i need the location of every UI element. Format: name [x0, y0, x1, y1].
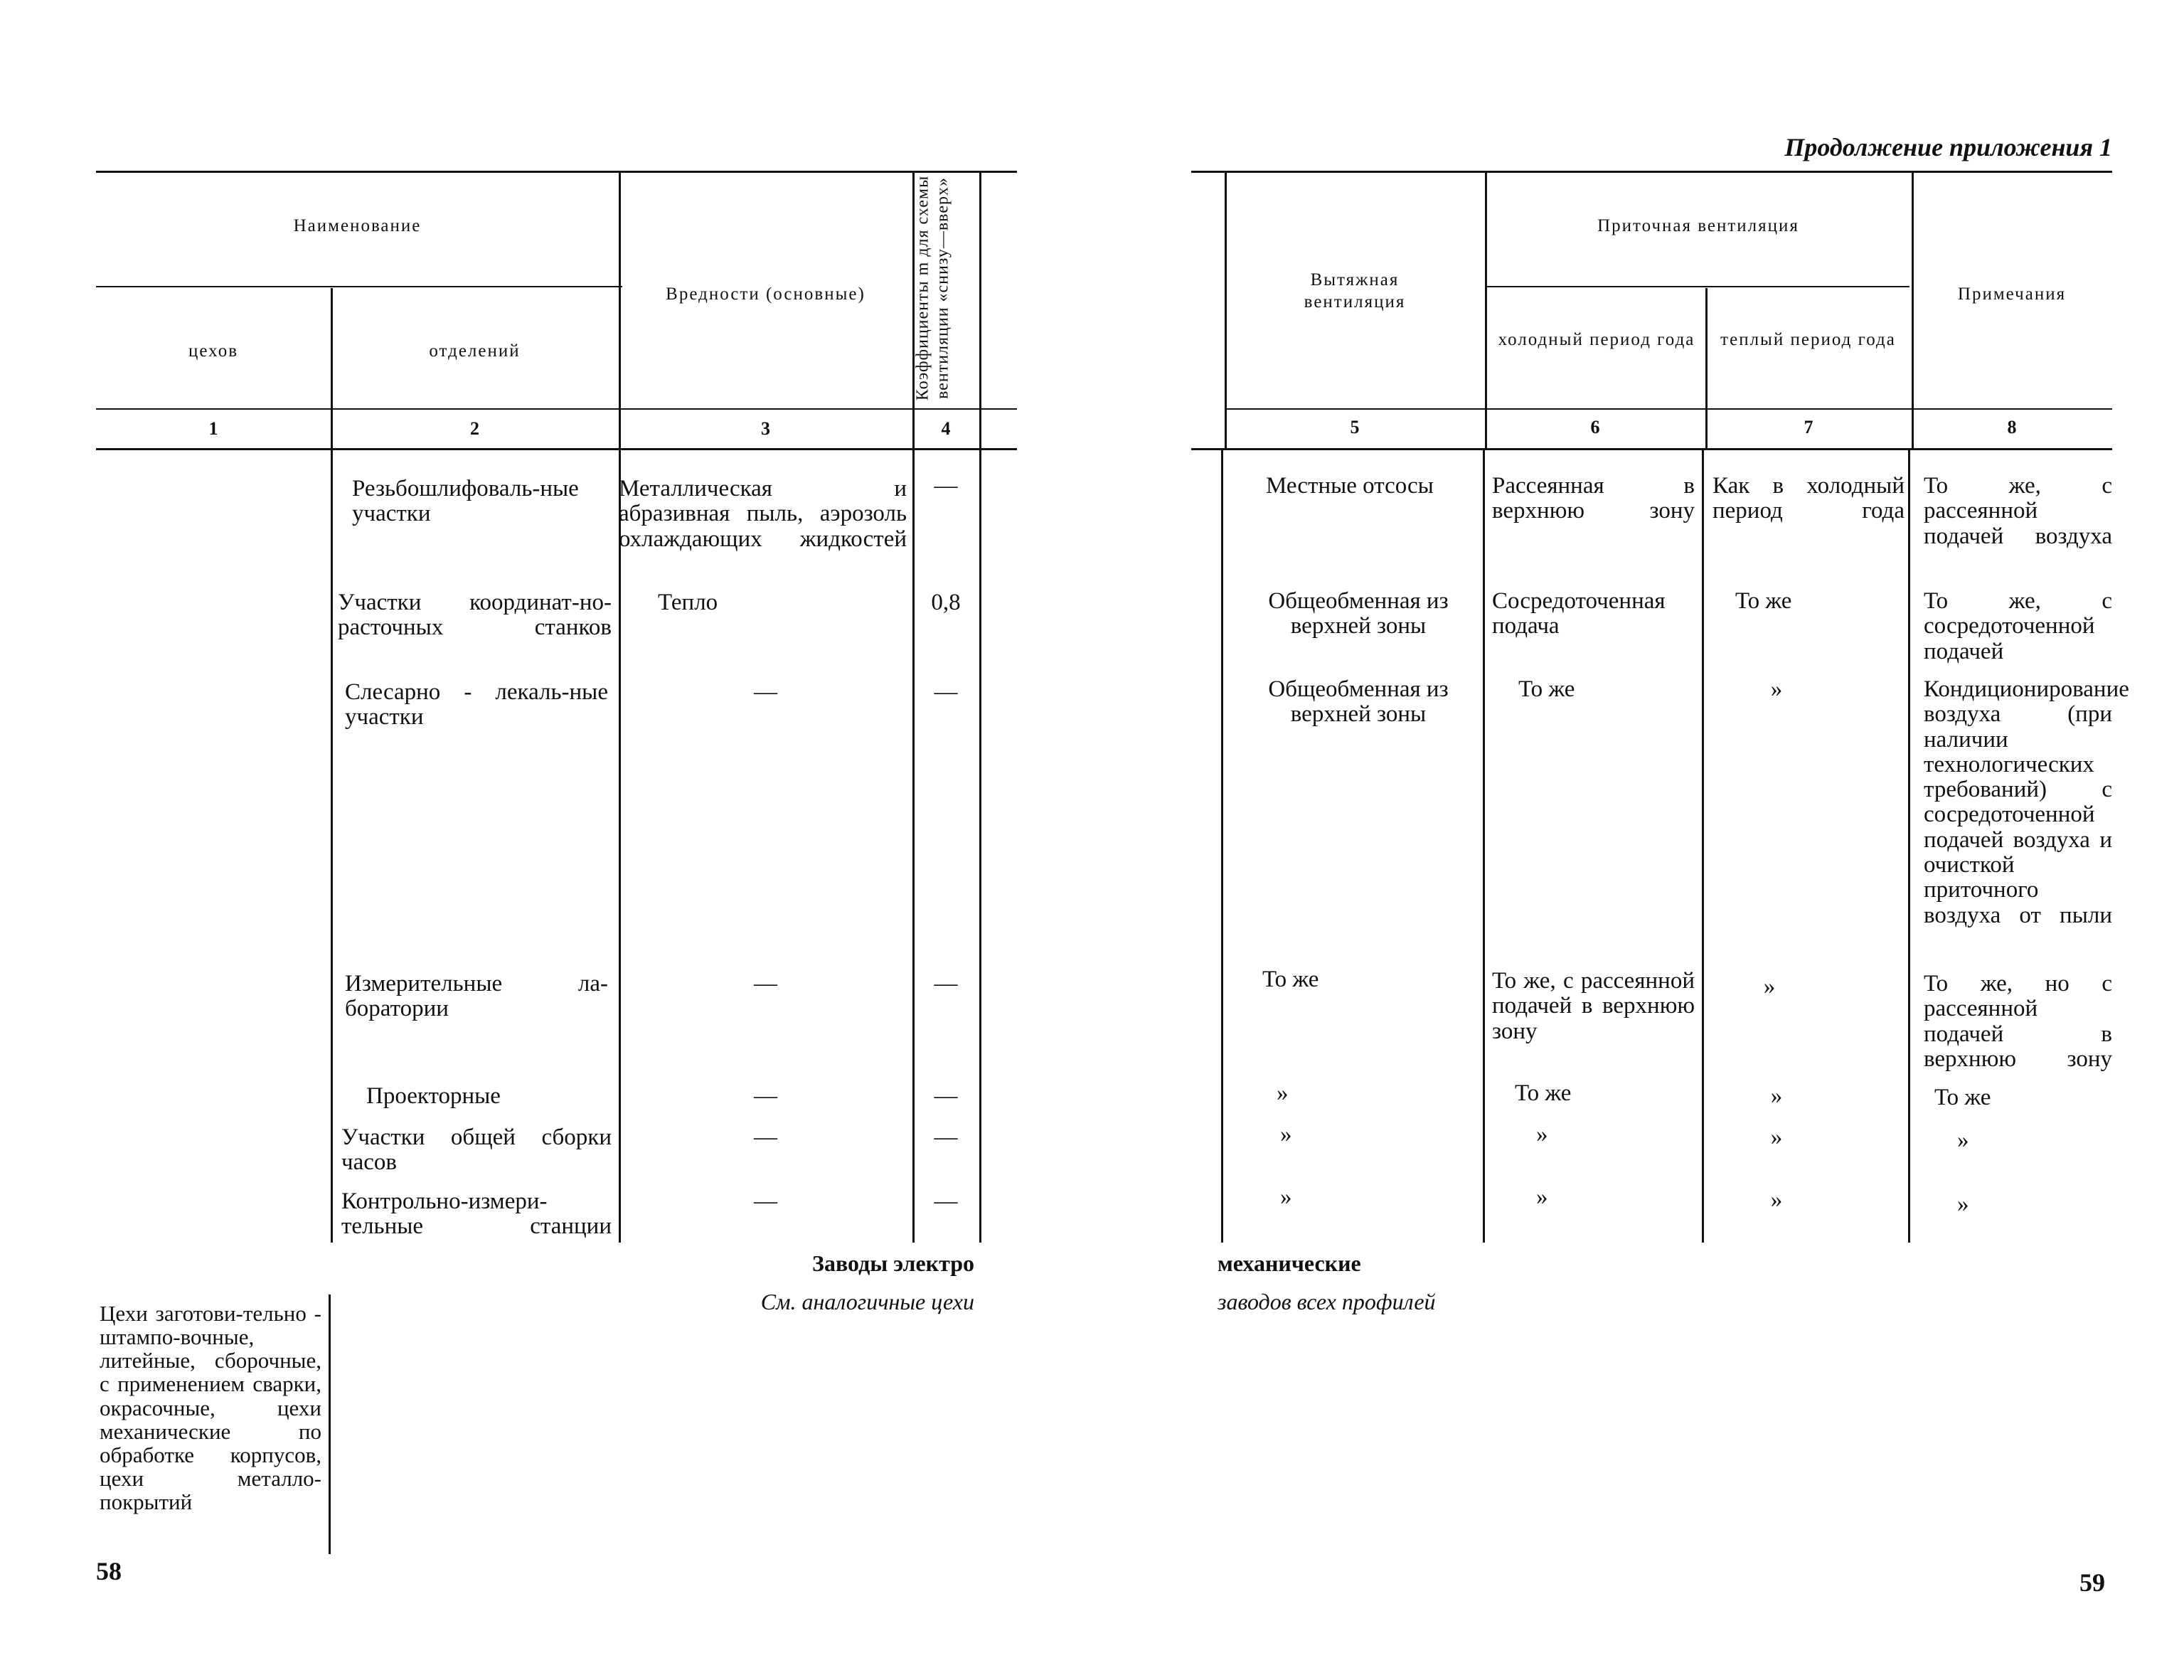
- hazards-cell: Металлическая и абразивная пыль, аэрозоль охлаждающих жидкостей: [619, 476, 907, 552]
- warm-cell: Как в холодный период года: [1712, 473, 1905, 524]
- cold-cell: То же, с рассеянной подачей в верхнюю зону: [1492, 968, 1695, 1044]
- colnum-4: 4: [941, 418, 951, 439]
- header-departments: отделений: [429, 341, 521, 361]
- exhaust-cell: То же: [1262, 967, 1319, 992]
- notes-cell: То же, но с рассеянной подачей в верхнюю зону: [1924, 971, 2112, 1072]
- exhaust-cell: Общеобменная из верхней зоны: [1268, 676, 1449, 728]
- colnum-8: 8: [2007, 417, 2017, 437]
- warm-cell: »: [1763, 974, 1776, 999]
- header-name: Наименование: [293, 216, 422, 235]
- notes-cell: То же, с сосредоточенной подачей: [1924, 588, 2112, 664]
- hazards-cell: Тепло: [658, 590, 718, 615]
- exhaust-cell: »: [1277, 1080, 1289, 1106]
- department-cell: Измерительные ла-боратории: [345, 971, 608, 1022]
- header-shops: цехов: [188, 341, 238, 361]
- colnum-6: 6: [1590, 417, 1600, 437]
- header-notes: Примечания: [1957, 285, 2067, 304]
- colnum-3: 3: [761, 418, 770, 439]
- cold-cell: То же: [1515, 1080, 1572, 1106]
- cold-cell: Сосредоточенная подача: [1492, 588, 1666, 639]
- coef-cell: —: [934, 1083, 958, 1109]
- warm-cell: »: [1770, 1125, 1783, 1150]
- header-supply: Приточная вентиляция: [1597, 216, 1799, 235]
- section-note-right: заводов всех профилей: [1218, 1289, 1436, 1314]
- hazards-cell: —: [754, 1083, 777, 1109]
- colnum-1: 1: [208, 418, 218, 439]
- header-exhaust: Вытяжная вентиляция: [1304, 270, 1406, 312]
- cold-cell: Рассеянная в верхнюю зону: [1492, 473, 1695, 524]
- warm-cell: »: [1770, 676, 1783, 702]
- coef-cell: —: [934, 1125, 958, 1150]
- page-number-right: 59: [2079, 1568, 2105, 1597]
- coef-cell: —: [934, 971, 958, 996]
- warm-cell: »: [1770, 1083, 1783, 1109]
- notes-cell: »: [1957, 1191, 1969, 1217]
- department-cell: Слесарно - лекаль-ные участки: [345, 679, 608, 730]
- section-title-right: механические: [1218, 1250, 1361, 1276]
- header-cold: холодный период года: [1498, 330, 1695, 349]
- exhaust-cell: »: [1280, 1184, 1292, 1210]
- shops-cell: Цехи заготови-тельно - штампо-вочные, литейные, сборочные, с применением сварки, окрасочные, цехи механические по обработке корпусов, цехи металло-покрытий: [100, 1301, 321, 1515]
- page-number-left: 58: [96, 1557, 122, 1585]
- header-coefficients: Коэффициенты m для схемы вентиляции «снизу—вверх»: [913, 175, 952, 401]
- department-cell: Участки координат-но-расточных станков: [338, 590, 612, 641]
- warm-cell: »: [1770, 1187, 1783, 1213]
- header-hazards: Вредности (основные): [666, 285, 865, 304]
- header-warm: теплый период года: [1720, 330, 1896, 349]
- colnum-7: 7: [1804, 417, 1813, 437]
- coef-cell: —: [934, 1189, 958, 1214]
- department-cell: Контрольно-измери-тельные станции: [341, 1189, 612, 1240]
- section-note-left: См. аналогичные цехи: [760, 1289, 974, 1314]
- notes-cell: »: [1957, 1127, 1969, 1153]
- section-title-left: Заводы электро: [812, 1250, 974, 1276]
- exhaust-cell: »: [1280, 1122, 1292, 1147]
- coef-cell: —: [934, 473, 958, 499]
- hazards-cell: —: [754, 971, 777, 996]
- cold-cell: »: [1536, 1122, 1548, 1147]
- exhaust-cell: Местные отсосы: [1266, 473, 1434, 499]
- running-header: Продолжение приложения 1: [1784, 133, 2112, 161]
- hazards-cell: —: [754, 1125, 777, 1150]
- department-cell: Участки общей сборки часов: [341, 1125, 612, 1176]
- hazards-cell: —: [754, 679, 777, 705]
- coef-cell: —: [934, 679, 958, 705]
- hazards-cell: —: [754, 1189, 777, 1214]
- cold-cell: »: [1536, 1184, 1548, 1210]
- colnum-2: 2: [470, 418, 479, 439]
- department-cell: Резьбошлифоваль-ные участки: [352, 476, 579, 527]
- coef-cell: 0,8: [931, 590, 961, 615]
- notes-cell: То же, с рассеянной подачей воздуха: [1924, 473, 2112, 549]
- warm-cell: То же: [1735, 588, 1792, 614]
- department-cell: Проекторные: [366, 1083, 501, 1109]
- notes-cell: То же: [1934, 1085, 1991, 1110]
- colnum-5: 5: [1350, 417, 1360, 437]
- exhaust-cell: Общеобменная из верхней зоны: [1268, 588, 1449, 639]
- cold-cell: То же: [1518, 676, 1575, 702]
- notes-cell: Кондиционирование воздуха (при наличии технологических требований) с сосредоточенной подачей воздуха и очисткой приточного воздуха от пыли: [1924, 676, 2129, 928]
